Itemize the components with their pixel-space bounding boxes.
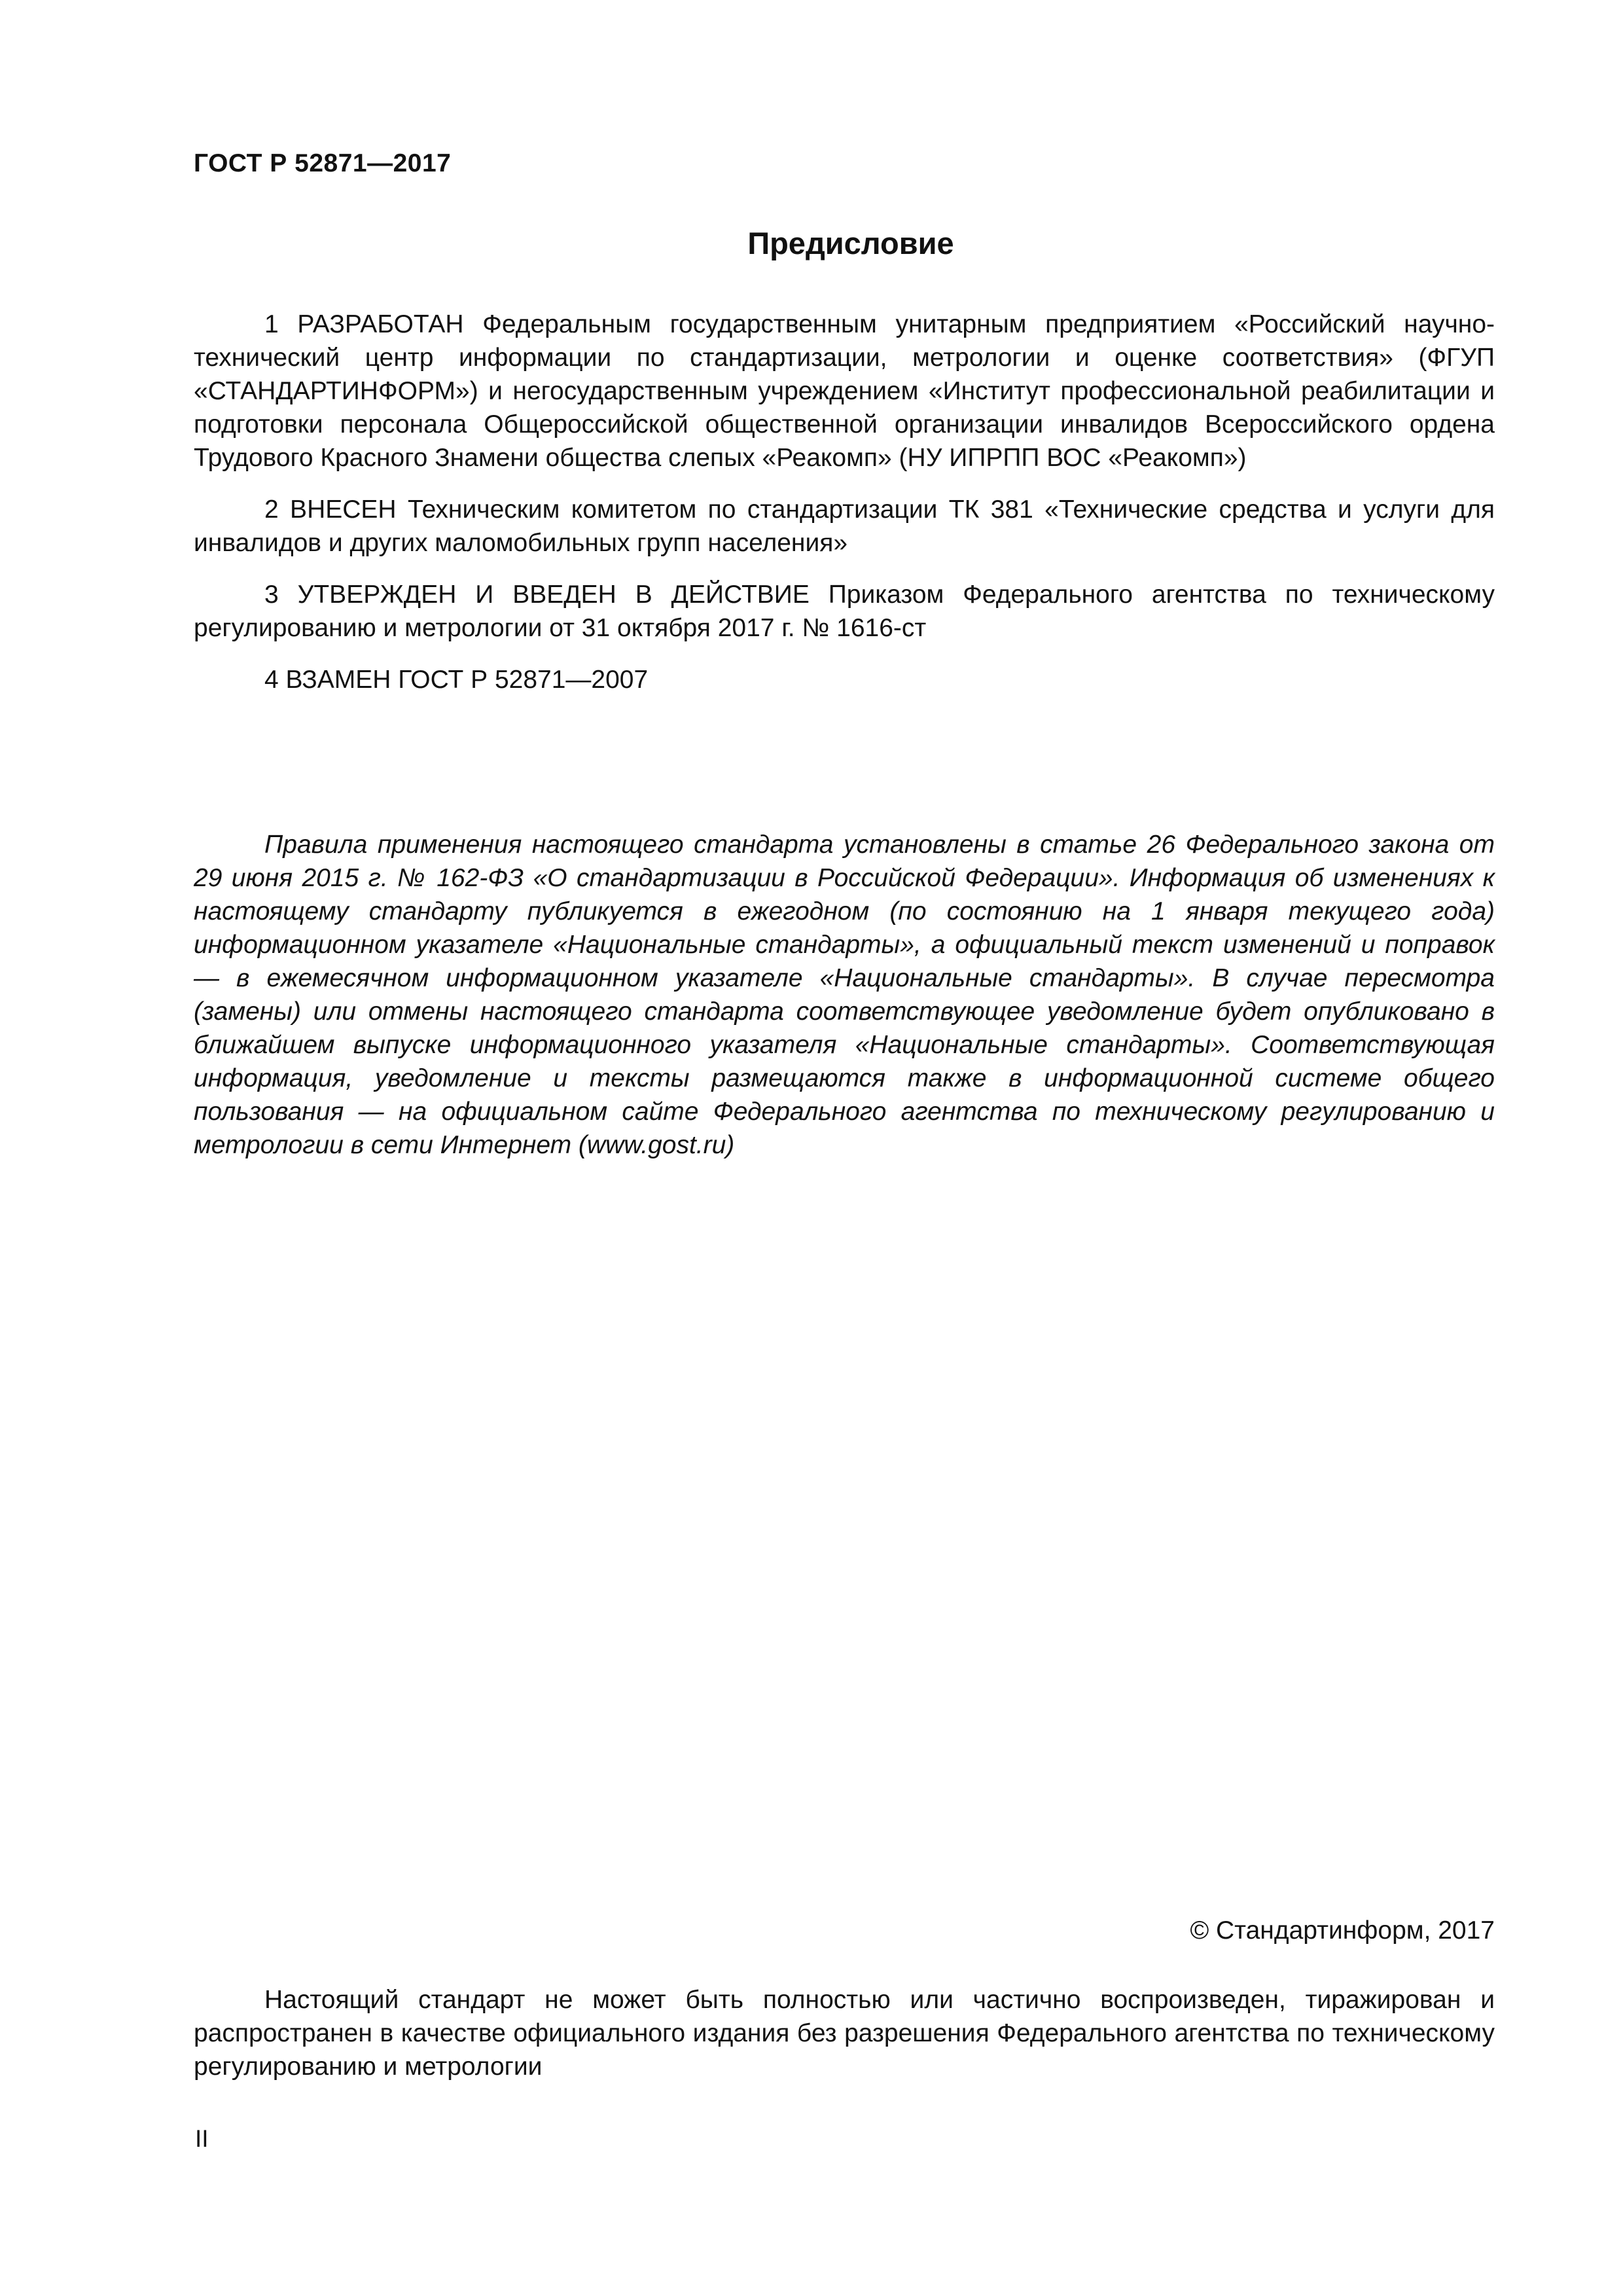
foreword-item-1: 1 РАЗРАБОТАН Федеральным государственным унитарным предприятием «Российский научно-технический центр информации по стандартизации, метрологии и оценке соответствия» (ФГУП «СТАНДАРТИНФОРМ») и негосударственным учреждением «Институт профессиональной реабилитации и подготовки персонала Общероссийской общественной организации инвалидов Всероссийского ордена Трудового Красного Знамени общества слепых «Реакомп» (НУ ИПРПП ВОС «Реакомп») [194, 310, 1495, 472]
copyright-line: © Стандартинформ, 2017 [1190, 1916, 1495, 1945]
foreword-item-2: 2 ВНЕСЕН Техническим комитетом по стандартизации ТК 381 «Технические средства и услуги для инвалидов и других маломобильных групп населения» [194, 495, 1495, 557]
application-rules-text: Правила применения настоящего стандарта установлены в статье 26 Федерального закона от 29 июня 2015 г. № 162-ФЗ «О стандартизации в Российской Федерации». Информация об изменениях к настоящему стандарту публикуется в ежегодном (по состоянию на 1 января текущего года) информационном указателе «Национальные стандарты», а официальный текст изменений и поправок — в ежемесячном информационном указателе «Национальные стандарты». В случае пересмотра (замены) или отмены настоящего стандарта соответствующее уведомление будет опубликовано в ближайшем выпуске информационного указателя «Национальные стандарты». Соответствующая информация, уведомление и тексты размещаются также в информационной системе общего пользования — на официальном сайте Федерального агентства по техническому регулированию и метрологии в сети Интернет (www.gost.ru) [194, 831, 1495, 1159]
foreword-items [194, 308, 1495, 715]
standard-code-header: ГОСТ Р 52871—2017 [194, 149, 452, 177]
application-rules-block [194, 828, 1495, 1162]
foreword-item-3: 3 УТВЕРЖДЕН И ВВЕДЕН В ДЕЙСТВИЕ Приказом Федерального агентства по техническому регулированию и метрологии от 31 октября 2017 г. № 1616-ст [194, 581, 1495, 642]
reproduction-notice-block [194, 1983, 1495, 2083]
page-number: II [195, 2125, 209, 2152]
page-title: Предисловие [747, 226, 954, 260]
foreword-item-4: 4 ВЗАМЕН ГОСТ Р 52871—2007 [264, 666, 649, 694]
reproduction-notice-text: Настоящий стандарт не может быть полностью или частично воспроизведен, тиражирован и распространен в качестве официального издания без разрешения Федерального агентства по техническому регулированию и метрологии [194, 1986, 1495, 2081]
